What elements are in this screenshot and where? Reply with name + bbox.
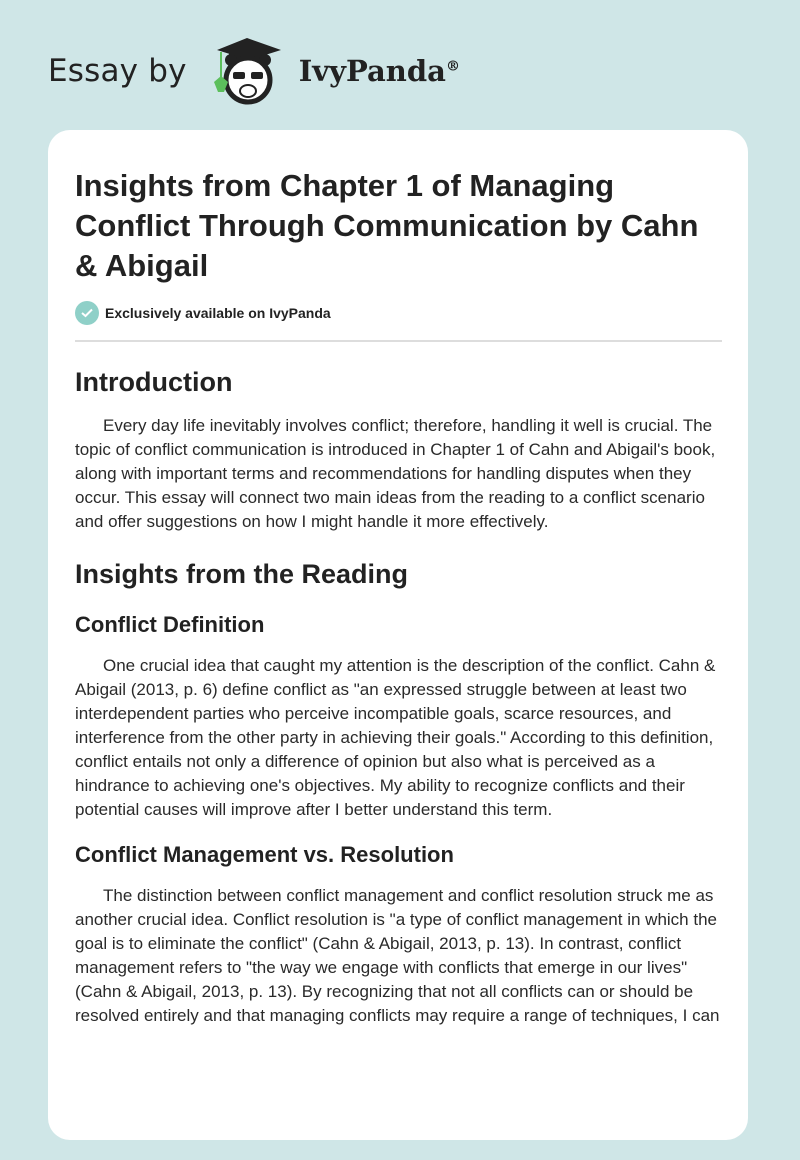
ivypanda-logo-icon[interactable]: [205, 36, 291, 106]
brand-text: IvyPanda: [298, 54, 446, 88]
check-icon: [75, 301, 99, 325]
paragraph: The distinction between conflict management and conflict resolution struck me as another crucial idea. Conflict resolution is "a type of conflict management in which the goal is to eliminate the conflict" (Cahn & Abigail, 2013, p. 13). In contrast, conflict management refers to "the way we engage with conflicts that emerge in our lives" (Cahn & Abigail, 2013, p. 13). By recognizing that not all conflicts can or should be resolved entirely and that managing conflicts may require a range of techniques, I can: [75, 886, 720, 1025]
brand-name: [299, 54, 460, 88]
essay-card: [48, 130, 748, 1140]
exclusive-badge: [75, 300, 722, 326]
site-header: [48, 36, 460, 106]
registered-mark: ®: [445, 58, 460, 75]
subsection-heading: Conflict Management vs. Resolution: [75, 842, 454, 867]
paragraph: Every day life inevitably involves conflict; therefore, handling it well is crucial. The topic of conflict communication is introduced in Chapter 1 of Cahn and Abigail's book, along with important terms and recommendations for handling disputes when they occur. This essay will connect two main ideas from the reading to a conflict scenario and offer suggestions on how I might handle it more effectively.: [75, 416, 716, 531]
essay-title: Insights from Chapter 1 of Managing Conflict Through Communication by Cahn & Abigail: [75, 168, 699, 283]
badge-text: Exclusively available on IvyPanda: [105, 305, 331, 321]
divider: [75, 340, 722, 342]
section-heading: Introduction: [75, 367, 233, 397]
section-heading: Insights from the Reading: [75, 559, 409, 589]
subsection-heading: Conflict Definition: [75, 612, 265, 637]
essay-by-label: Essay by: [48, 53, 187, 89]
paragraph: One crucial idea that caught my attention is the description of the conflict. Cahn & Abigail (2013, p. 6) define conflict as "an expressed struggle between at least two interdependent parties who perceive incompatible goals, scarce resources, and interference from the other party in achieving their goals." According to this definition, conflict entails not only a difference of opinion but also what is perceived as a hindrance to achieving one's objectives. My ability to recognize conflicts and their potential causes will improve after I better understand this term.: [75, 656, 716, 819]
